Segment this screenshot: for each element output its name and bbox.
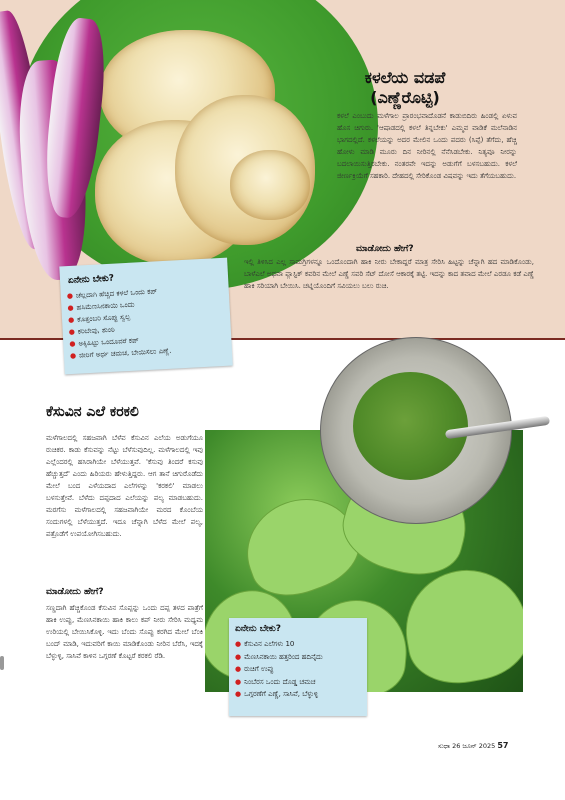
ingredient-text: ಕೆಸುವಿನ ಎಲೆಗಳು 10 <box>244 640 295 648</box>
bullet-icon: ● <box>235 665 242 673</box>
article1-method-heading: ಮಾಡೋದು ಹೇಗೆ? <box>356 244 414 254</box>
vada-photo <box>230 150 310 220</box>
article2-method: ಸಣ್ಣದಾಗಿ ಹೆಚ್ಚಿಕೊಂಡ ಕೆಸುವಿನ ಸೊಪ್ಪನ್ನು ಒಂದು ದಪ್ಪ ತಳದ ಪಾತ್ರೆಗೆ ಹಾಕಿ ಉಪ್ಪು, ಮೆಣಸಿನಕಾಯಿ ಹಾಕಿ ಕಾಲು ಕಪ್ ನೀರು ಸೇರಿಸಿ ಮಧ್ಯಮ ಉರಿಯಲ್ಲಿ ಬೇಯಿಸಿಕೊಳ್ಳಿ. ಇದು ಬೆಂದು ಸೊಪ್ಪು ಕರಗಿದ ಮೇಲೆ ಬೆಂಕಿ ಬಂದ್ ಮಾಡಿ, ಇದುವರಿಗೆ ಕಾಯಿ ಮಾಡಿಕೊಂಡು ನೀರಿನ ಬೆರೆಸಿ, ಇದಕ್ಕೆ ಬೆಳ್ಳುಳ್ಳಿ, ಸಾಸಿವೆ ಕಾಳಿನ ಒಗ್ಗರಣೆ ಕೊಟ್ಟರೆ ಕರಕಲಿ ರೆಡಿ. <box>46 604 203 660</box>
list-item <box>235 663 365 676</box>
article1-ingredients-box <box>59 258 232 375</box>
ingredient-text: ಮೆಣಸಿನಕಾಯಿ ಹತ್ತರಿಂದ ಹದಿನೈದು <box>244 652 323 661</box>
bullet-icon: ● <box>67 303 74 313</box>
article2-intro: ಮಳೆಗಾಲದಲ್ಲಿ ಸಹಜವಾಗಿ ಬೆಳೆವ ಕೆಸುವಿನ ಎಲೆಯ ಅಡುಗೆಯೂ ರುಚಿಕರ. ಕಾಡು ಕೆಸುವನ್ನು ನೆಟ್ಟು ಬೆಳೆಸುವುದಿಲ್ಲ. ಮಳೆಗಾಲದಲ್ಲಿ ಇವು ಎಲ್ಲೆಂದರಲ್ಲಿ ಹಸಿರಾಗಿಯೇ ಬೆಳೆಯುತ್ತವೆ. 'ಕೆಸುವು ತಿಂದರೆ ಕಸುವು ಹೆಚ್ಚುತ್ತದೆ' ಎಂದು ಹಿರಿಯರು ಹೇಳುತ್ತಿದ್ದರು. ಆಗ ತಾನೆ ಚಿಗುರೊಡೆದು ಮೇಲೆ ಬಂದ ಎಳೆಯದಾದ ಎಲೆಗಳನ್ನು 'ಕರಕಲಿ' ಮಾಡಲು ಬಳಸುತ್ತೇವೆ. ಬೆಳೆದು ದಪ್ಪದಾದ ಎಲೆಯನ್ನು ಪಲ್ಯ ಮಾಡಬಹುದು. ಮರಗೆಸು ಮಳೆಗಾಲದಲ್ಲಿ ಸಹಜವಾಗಿಯೇ ಮರದ ಕೊಂಬೆಯ ಸಂದುಗಳಲ್ಲಿ ಬೆಳೆಯುತ್ತದೆ. ಇದೂ ಚೆನ್ನಾಗಿ ಬೆಳೆದ ಮೇಲೆ ಪಲ್ಯ, ಪತ್ರೊಡೆಗೆ ಉಪಯೋಗಿಸಬಹುದು. <box>46 434 203 538</box>
karakali-dish-photo <box>353 372 468 480</box>
article2-ingredients-heading: ಏನೇನು ಬೇಕು? <box>235 624 281 634</box>
bullet-icon: ● <box>235 677 242 686</box>
article2-ingredients-box <box>229 618 367 716</box>
ingredient-text: ರುಚಿಗೆ ಉಪ್ಪು <box>244 665 274 673</box>
list-item <box>235 651 365 664</box>
list-item <box>235 676 365 689</box>
ingredient-text: ಒಗ್ಗರಣೆಗೆ ಎಣ್ಣೆ, ಸಾಸಿವೆ, ಬೆಳ್ಳುಳ್ಳಿ <box>244 690 319 698</box>
bullet-icon: ● <box>68 327 76 337</box>
list-item <box>235 688 365 701</box>
ingredient-text: ಜೀರಿಗೆ ಅರ್ಧ ಚಮಚ, ಬೇಯಿಸಲು ಎಣ್ಣೆ. <box>78 346 172 360</box>
article2-ingredients-list <box>235 638 365 701</box>
ingredient-text: ಕೊತ್ತಂಬರಿ ಸೊಪ್ಪು ಸ್ವಲ್ಪ <box>76 312 131 324</box>
ingredient-text: ನಿಂಬೆರಸ ಒಂದು ದೊಡ್ಡ ಚಮಚ <box>244 677 316 686</box>
article1-title-line1: ಕಳಲೆಯ ವಡಪೆ <box>364 68 446 87</box>
bullet-icon: ● <box>235 640 242 648</box>
leaf-shape <box>396 560 523 691</box>
article1-ingredients-heading: ಏನೇನು ಬೇಕು? <box>67 273 115 287</box>
ingredient-text: ಅಕ್ಕಿಹಿಟ್ಟು ಒಂದೂವರೆ ಕಪ್ <box>78 336 139 348</box>
list-item <box>235 638 365 651</box>
page-edge-mark <box>0 656 4 670</box>
ingredient-text: ಕರಿಬೇವು, ಶುಂಠಿ <box>77 325 115 336</box>
article1-intro: ಕಳಲೆ ಎಂಬುದು ಮಳೆಗಾಲ ಪ್ರಾರಂಭವಾದೊಡನೆ ಕಾಡುಬಿದಿರು ಹಿಂಡಲ್ಲಿ ಏಳುವ ಹೊಸ ಚಿಗುರು. 'ಆಷಾಡದಲ್ಲಿ ಕಳಲೆ ತಿನ್ನಬೇಕು' ಎಮ್ಮವ ವಾಡಿಕೆ ಮಲೆನಾಡಿನ ಭಾಗದಲ್ಲಿದೆ. ಕಳಲೆಯನ್ನು ಅದರ ಮೇಲಿನ ಒಂದು ಪದರು (ಸಿಪ್ಪೆ) ತೆಗೆದು, ಹೆಚ್ಚಿ ಹೋಳು ಮಾಡಿ ಮೂರು ದಿನ ನೀರಿನಲ್ಲಿ ನೆನೆಸಿಡಬೇಕು. ನಿತ್ಯವೂ ನೀರನ್ನು ಬದಲಾಯಿಸುತ್ತಿರಬೇಕು. ನಂತರವೇ ಇದನ್ನು ಅಡುಗೆಗೆ ಬಳಸಬಹುದು. ಕಳಲೆ ಜೀರ್ಣಕ್ರಿಯೆಗೆ ಸಹಕಾರಿ. ದೇಹದಲ್ಲಿ ಸೇರಿಕೊಂಡ ವಿಷವನ್ನು ಇದು ತೆಗೆಯಬಹುದು. <box>337 112 517 180</box>
article1-title <box>345 68 465 108</box>
bullet-icon: ● <box>69 351 77 361</box>
ingredient-text: ಚೆಲ್ಲದಾಗಿ ಹೆಚ್ಚಿದ ಕಳಲೆ ಒಂದು ಕಪ್ <box>75 287 158 300</box>
article1-ingredients-list <box>67 282 231 362</box>
bullet-icon: ● <box>235 690 242 698</box>
bullet-icon: ● <box>69 339 76 349</box>
page-number: 57 <box>497 741 509 750</box>
bullet-icon: ● <box>67 315 75 325</box>
bullet-icon: ● <box>235 652 242 661</box>
issue-label: ಸುಧಾ 26 ಜೂನ್ 2025 <box>438 742 496 750</box>
article2-method-heading: ಮಾಡೋದು ಹೇಗೆ? <box>46 587 104 597</box>
page-footer <box>438 741 508 751</box>
article1-title-line2: (ಎಣ್ಣೆರೊಟ್ಟಿ) <box>370 88 440 107</box>
ingredient-text: ಹಸಿಮೆಣಸಿನಕಾಯಿ ಒಂದು <box>76 300 135 312</box>
article2-title: ಕೆಸುವಿನ ಎಲೆ ಕರಕಲಿ <box>46 404 139 420</box>
article1-method: ಇಲ್ಲಿ ತಿಳಿಸಿದ ಎಲ್ಲ ಸಾಮಗ್ರಿಗಳನ್ನೂ ಒಂದೊಂದಾಗಿ ಹಾಕಿ ನೀರು ಬೇಕಾದ್ದರೆ ಮಾತ್ರ ಸೇರಿಸಿ ಹಿಟ್ಟನ್ನು ಚೆನ್ನಾಗಿ ಹದ ಮಾಡಿಕೊಂಡು, ಬಾಳೆಎಲೆ ಅಥವಾ ಪ್ಲಾಸ್ಟಿಕ್ ಕವರಿನ ಮೇಲೆ ಎಣ್ಣೆ ಸವರಿ ಸೆಟ್ ದೋಸೆ ಆಕಾರಕ್ಕೆ ತಟ್ಟಿ. ಇದನ್ನು ಕಾದ ತವಾದ ಮೇಲೆ ಎರಡೂ ಕಡೆ ಎಣ್ಣೆ ಹಾಕಿ ಸರಿಯಾಗಿ ಬೇಯಿಸಿ. ಚಟ್ನಿಯೊಂದಿಗೆ ಸವಿಯಲು ಬಲು ರುಚಿ. <box>244 258 534 290</box>
bullet-icon: ● <box>66 291 74 301</box>
